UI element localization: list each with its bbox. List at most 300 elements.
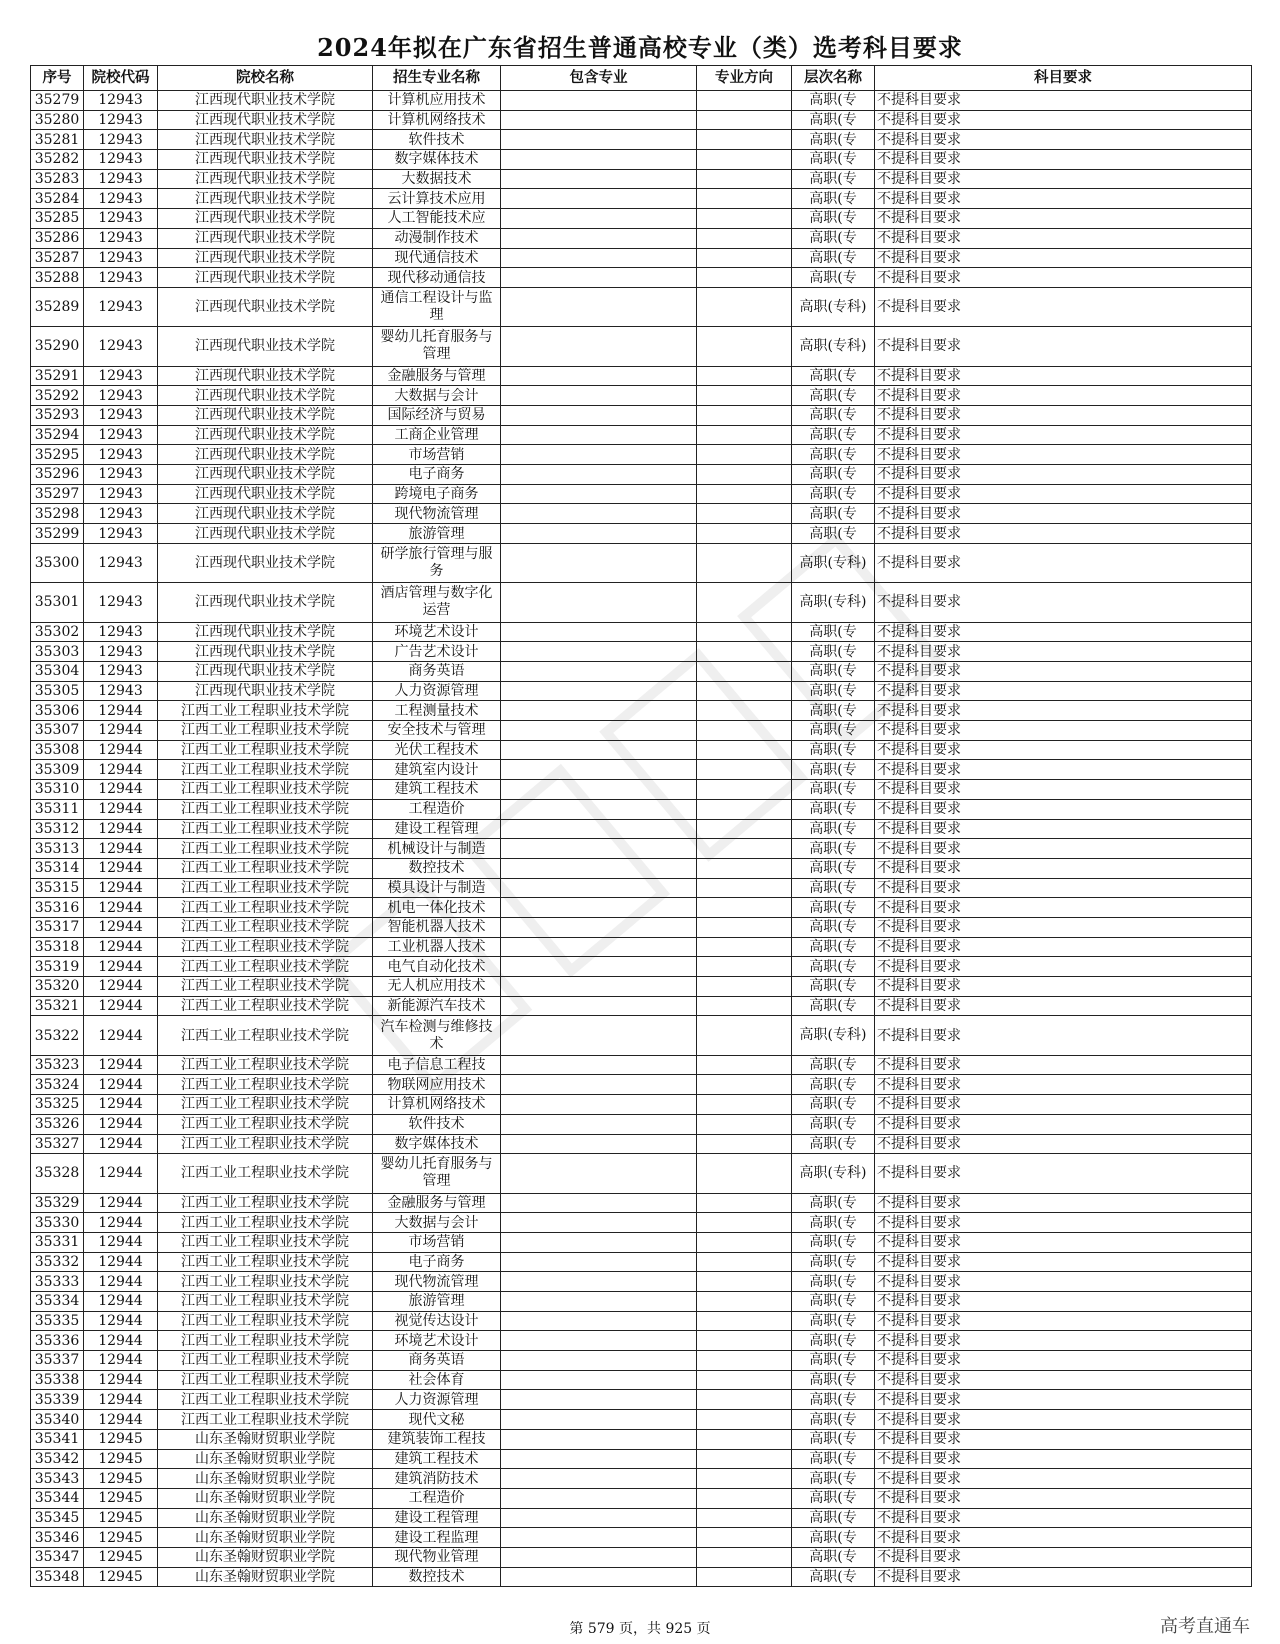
cell-seq: 35335	[31, 1311, 84, 1331]
cell-school-code: 12945	[84, 1469, 158, 1489]
cell-major-name: 工商企业管理	[373, 425, 501, 445]
cell-major-direction	[697, 622, 792, 642]
cell-seq: 35301	[31, 583, 84, 622]
cell-subject-requirement: 不提科目要求	[875, 425, 1252, 445]
cell-school-name: 江西现代职业技术学院	[158, 110, 373, 130]
cell-major-name: 酒店管理与数字化运营	[373, 583, 501, 622]
cell-subject-requirement: 不提科目要求	[875, 1390, 1252, 1410]
cell-level: 高职(专	[792, 1469, 875, 1489]
cell-school-name: 江西工业工程职业技术学院	[158, 1213, 373, 1233]
cell-subject-requirement: 不提科目要求	[875, 839, 1252, 859]
cell-major-direction	[697, 189, 792, 209]
cell-major-direction	[697, 937, 792, 957]
cell-major-name: 机电一体化技术	[373, 898, 501, 918]
header-major-name: 招生专业名称	[373, 66, 501, 91]
cell-major-name: 工程造价	[373, 1488, 501, 1508]
cell-seq: 35318	[31, 937, 84, 957]
cell-school-name: 江西工业工程职业技术学院	[158, 1292, 373, 1312]
table-row	[31, 1232, 1252, 1252]
cell-included-majors	[501, 721, 697, 741]
cell-school-code: 12944	[84, 1410, 158, 1430]
cell-major-name: 婴幼儿托育服务与管理	[373, 1154, 501, 1193]
table-row	[31, 583, 1252, 622]
cell-subject-requirement: 不提科目要求	[875, 799, 1252, 819]
cell-major-name: 人工智能技术应	[373, 209, 501, 229]
cell-subject-requirement: 不提科目要求	[875, 701, 1252, 721]
cell-major-name: 云计算技术应用	[373, 189, 501, 209]
cell-level: 高职(专	[792, 1252, 875, 1272]
cell-subject-requirement: 不提科目要求	[875, 1292, 1252, 1312]
cell-level: 高职(专	[792, 977, 875, 997]
cell-major-direction	[697, 583, 792, 622]
cell-major-name: 电气自动化技术	[373, 957, 501, 977]
table-row	[31, 977, 1252, 997]
cell-included-majors	[501, 209, 697, 229]
cell-seq: 35310	[31, 780, 84, 800]
cell-included-majors	[501, 1095, 697, 1115]
cell-subject-requirement: 不提科目要求	[875, 780, 1252, 800]
cell-school-name: 江西现代职业技术学院	[158, 268, 373, 288]
cell-school-name: 江西现代职业技术学院	[158, 209, 373, 229]
cell-major-direction	[697, 1055, 792, 1075]
cell-major-direction	[697, 228, 792, 248]
cell-subject-requirement: 不提科目要求	[875, 406, 1252, 426]
cell-included-majors	[501, 228, 697, 248]
cell-school-name: 江西现代职业技术学院	[158, 91, 373, 111]
cell-school-code: 12943	[84, 327, 158, 366]
cell-major-name: 电子商务	[373, 465, 501, 485]
cell-major-direction	[697, 1410, 792, 1430]
cell-school-name: 山东圣翰财贸职业学院	[158, 1449, 373, 1469]
cell-seq: 35315	[31, 878, 84, 898]
cell-subject-requirement: 不提科目要求	[875, 228, 1252, 248]
cell-included-majors	[501, 504, 697, 524]
cell-subject-requirement: 不提科目要求	[875, 1252, 1252, 1272]
cell-major-name: 智能机器人技术	[373, 917, 501, 937]
cell-major-direction	[697, 1351, 792, 1371]
cell-major-direction	[697, 209, 792, 229]
cell-major-direction	[697, 996, 792, 1016]
table-row	[31, 878, 1252, 898]
cell-school-code: 12944	[84, 1252, 158, 1272]
cell-subject-requirement: 不提科目要求	[875, 622, 1252, 642]
cell-subject-requirement: 不提科目要求	[875, 1311, 1252, 1331]
cell-school-code: 12944	[84, 937, 158, 957]
cell-level: 高职(专	[792, 1547, 875, 1567]
cell-included-majors	[501, 760, 697, 780]
cell-level: 高职(专	[792, 1193, 875, 1213]
cell-school-name: 江西工业工程职业技术学院	[158, 1095, 373, 1115]
cell-school-name: 江西现代职业技术学院	[158, 622, 373, 642]
cell-major-direction	[697, 917, 792, 937]
cell-level: 高职(专科)	[792, 543, 875, 582]
cell-seq: 35309	[31, 760, 84, 780]
cell-level: 高职(专	[792, 1292, 875, 1312]
cell-level: 高职(专	[792, 740, 875, 760]
cell-school-name: 江西工业工程职业技术学院	[158, 760, 373, 780]
cell-subject-requirement: 不提科目要求	[875, 1449, 1252, 1469]
cell-level: 高职(专	[792, 1449, 875, 1469]
cell-seq: 35320	[31, 977, 84, 997]
cell-school-name: 江西工业工程职业技术学院	[158, 878, 373, 898]
cell-major-name: 婴幼儿托育服务与管理	[373, 327, 501, 366]
cell-school-code: 12943	[84, 681, 158, 701]
table-row	[31, 406, 1252, 426]
cell-major-direction	[697, 1272, 792, 1292]
table-row	[31, 248, 1252, 268]
cell-school-name: 江西现代职业技术学院	[158, 543, 373, 582]
cell-major-direction	[697, 1154, 792, 1193]
cell-subject-requirement: 不提科目要求	[875, 1351, 1252, 1371]
cell-level: 高职(专	[792, 406, 875, 426]
cell-school-name: 江西工业工程职业技术学院	[158, 799, 373, 819]
cell-subject-requirement: 不提科目要求	[875, 504, 1252, 524]
cell-seq: 35308	[31, 740, 84, 760]
cell-included-majors	[501, 543, 697, 582]
cell-included-majors	[501, 1114, 697, 1134]
table-row	[31, 1055, 1252, 1075]
cell-seq: 35293	[31, 406, 84, 426]
cell-major-direction	[697, 1213, 792, 1233]
table-row	[31, 1095, 1252, 1115]
cell-school-name: 江西现代职业技术学院	[158, 583, 373, 622]
cell-school-name: 江西现代职业技术学院	[158, 248, 373, 268]
cell-major-direction	[697, 150, 792, 170]
cell-included-majors	[501, 662, 697, 682]
cell-major-name: 建设工程管理	[373, 1508, 501, 1528]
cell-school-name: 江西工业工程职业技术学院	[158, 839, 373, 859]
table-row	[31, 366, 1252, 386]
cell-subject-requirement: 不提科目要求	[875, 662, 1252, 682]
cell-level: 高职(专	[792, 681, 875, 701]
table-row	[31, 701, 1252, 721]
table-row	[31, 1016, 1252, 1055]
cell-major-direction	[697, 1252, 792, 1272]
cell-seq: 35312	[31, 819, 84, 839]
cell-school-code: 12944	[84, 996, 158, 1016]
cell-level: 高职(专	[792, 799, 875, 819]
brand-watermark-text: 高考直通车	[1160, 1616, 1250, 1637]
cell-school-code: 12943	[84, 406, 158, 426]
cell-seq: 35282	[31, 150, 84, 170]
cell-school-code: 12943	[84, 228, 158, 248]
cell-major-direction	[697, 760, 792, 780]
cell-school-code: 12944	[84, 1232, 158, 1252]
cell-school-name: 江西工业工程职业技术学院	[158, 1410, 373, 1430]
header-level: 层次名称	[792, 66, 875, 91]
cell-major-name: 建筑装饰工程技	[373, 1429, 501, 1449]
page-title: 2024年拟在广东省招生普通高校专业（类）选考科目要求	[317, 33, 963, 62]
cell-included-majors	[501, 1055, 697, 1075]
table-row	[31, 1075, 1252, 1095]
table-row	[31, 484, 1252, 504]
header-school-name: 院校名称	[158, 66, 373, 91]
table-row	[31, 1488, 1252, 1508]
cell-school-name: 江西现代职业技术学院	[158, 228, 373, 248]
cell-school-name: 江西现代职业技术学院	[158, 681, 373, 701]
cell-included-majors	[501, 91, 697, 111]
cell-level: 高职(专	[792, 1331, 875, 1351]
cell-major-name: 电子信息工程技	[373, 1055, 501, 1075]
table-row	[31, 1567, 1252, 1587]
cell-seq: 35324	[31, 1075, 84, 1095]
cell-subject-requirement: 不提科目要求	[875, 1429, 1252, 1449]
cell-school-code: 12944	[84, 1016, 158, 1055]
cell-school-code: 12943	[84, 662, 158, 682]
cell-included-majors	[501, 1331, 697, 1351]
cell-school-code: 12944	[84, 858, 158, 878]
cell-major-name: 工程测量技术	[373, 701, 501, 721]
cell-included-majors	[501, 406, 697, 426]
cell-school-name: 江西工业工程职业技术学院	[158, 1252, 373, 1272]
table-row	[31, 1469, 1252, 1489]
cell-level: 高职(专	[792, 642, 875, 662]
cell-subject-requirement: 不提科目要求	[875, 819, 1252, 839]
cell-seq: 35295	[31, 445, 84, 465]
cell-level: 高职(专	[792, 622, 875, 642]
cell-seq: 35338	[31, 1370, 84, 1390]
cell-subject-requirement: 不提科目要求	[875, 878, 1252, 898]
cell-school-name: 江西工业工程职业技术学院	[158, 701, 373, 721]
cell-subject-requirement: 不提科目要求	[875, 1272, 1252, 1292]
cell-school-code: 12943	[84, 150, 158, 170]
cell-level: 高职(专科)	[792, 1016, 875, 1055]
table-row	[31, 1449, 1252, 1469]
cell-school-name: 江西工业工程职业技术学院	[158, 1055, 373, 1075]
cell-major-name: 金融服务与管理	[373, 1193, 501, 1213]
cell-seq: 35303	[31, 642, 84, 662]
cell-seq: 35279	[31, 91, 84, 111]
cell-subject-requirement: 不提科目要求	[875, 1055, 1252, 1075]
cell-subject-requirement: 不提科目要求	[875, 189, 1252, 209]
cell-major-direction	[697, 1508, 792, 1528]
cell-school-name: 江西工业工程职业技术学院	[158, 1272, 373, 1292]
table-row	[31, 287, 1252, 326]
cell-level: 高职(专	[792, 1232, 875, 1252]
table-row	[31, 799, 1252, 819]
cell-school-code: 12943	[84, 642, 158, 662]
cell-major-name: 模具设计与制造	[373, 878, 501, 898]
cell-level: 高职(专	[792, 898, 875, 918]
cell-school-code: 12944	[84, 977, 158, 997]
cell-major-name: 大数据技术	[373, 169, 501, 189]
cell-major-name: 通信工程设计与监理	[373, 287, 501, 326]
cell-included-majors	[501, 1272, 697, 1292]
cell-major-direction	[697, 169, 792, 189]
cell-included-majors	[501, 819, 697, 839]
cell-subject-requirement: 不提科目要求	[875, 465, 1252, 485]
cell-included-majors	[501, 1469, 697, 1489]
cell-included-majors	[501, 622, 697, 642]
cell-seq: 35314	[31, 858, 84, 878]
cell-school-code: 12943	[84, 484, 158, 504]
cell-subject-requirement: 不提科目要求	[875, 957, 1252, 977]
cell-school-code: 12944	[84, 1154, 158, 1193]
cell-school-code: 12945	[84, 1508, 158, 1528]
cell-major-name: 建筑室内设计	[373, 760, 501, 780]
table-row	[31, 327, 1252, 366]
cell-major-name: 数控技术	[373, 1567, 501, 1587]
cell-school-name: 江西现代职业技术学院	[158, 130, 373, 150]
cell-school-name: 江西工业工程职业技术学院	[158, 957, 373, 977]
cell-level: 高职(专	[792, 819, 875, 839]
cell-school-code: 12943	[84, 445, 158, 465]
cell-major-direction	[697, 1449, 792, 1469]
cell-included-majors	[501, 898, 697, 918]
cell-major-direction	[697, 780, 792, 800]
cell-level: 高职(专	[792, 169, 875, 189]
table-row	[31, 150, 1252, 170]
cell-school-name: 江西工业工程职业技术学院	[158, 1311, 373, 1331]
cell-major-direction	[697, 799, 792, 819]
cell-major-direction	[697, 1488, 792, 1508]
cell-major-direction	[697, 819, 792, 839]
table-row	[31, 996, 1252, 1016]
cell-level: 高职(专	[792, 839, 875, 859]
cell-included-majors	[501, 189, 697, 209]
cell-major-direction	[697, 1075, 792, 1095]
cell-included-majors	[501, 1292, 697, 1312]
cell-major-direction	[697, 662, 792, 682]
cell-school-code: 12945	[84, 1547, 158, 1567]
cell-school-code: 12943	[84, 110, 158, 130]
cell-major-name: 国际经济与贸易	[373, 406, 501, 426]
cell-school-code: 12943	[84, 287, 158, 326]
cell-seq: 35288	[31, 268, 84, 288]
cell-school-name: 江西工业工程职业技术学院	[158, 740, 373, 760]
cell-level: 高职(专	[792, 1410, 875, 1430]
cell-major-name: 现代文秘	[373, 1410, 501, 1430]
cell-level: 高职(专	[792, 1351, 875, 1371]
cell-subject-requirement: 不提科目要求	[875, 1331, 1252, 1351]
cell-subject-requirement: 不提科目要求	[875, 386, 1252, 406]
header-seq: 序号	[31, 66, 84, 91]
cell-major-name: 数字媒体技术	[373, 150, 501, 170]
cell-seq: 35306	[31, 701, 84, 721]
cell-school-code: 12944	[84, 799, 158, 819]
cell-included-majors	[501, 996, 697, 1016]
cell-school-name: 江西现代职业技术学院	[158, 445, 373, 465]
cell-school-code: 12944	[84, 957, 158, 977]
cell-seq: 35290	[31, 327, 84, 366]
cell-major-name: 数字媒体技术	[373, 1134, 501, 1154]
cell-school-name: 江西工业工程职业技术学院	[158, 917, 373, 937]
table-row	[31, 130, 1252, 150]
cell-school-name: 江西现代职业技术学院	[158, 150, 373, 170]
cell-subject-requirement: 不提科目要求	[875, 898, 1252, 918]
cell-major-name: 社会体育	[373, 1370, 501, 1390]
table-row	[31, 91, 1252, 111]
table-row	[31, 721, 1252, 741]
cell-level: 高职(专	[792, 189, 875, 209]
cell-major-direction	[697, 445, 792, 465]
cell-major-name: 动漫制作技术	[373, 228, 501, 248]
cell-seq: 35300	[31, 543, 84, 582]
cell-major-name: 物联网应用技术	[373, 1075, 501, 1095]
cell-included-majors	[501, 1154, 697, 1193]
cell-school-code: 12943	[84, 622, 158, 642]
cell-included-majors	[501, 110, 697, 130]
cell-major-name: 商务英语	[373, 1351, 501, 1371]
cell-included-majors	[501, 681, 697, 701]
cell-major-name: 光伏工程技术	[373, 740, 501, 760]
cell-subject-requirement: 不提科目要求	[875, 150, 1252, 170]
cell-school-name: 江西工业工程职业技术学院	[158, 1331, 373, 1351]
cell-school-name: 江西工业工程职业技术学院	[158, 858, 373, 878]
cell-included-majors	[501, 130, 697, 150]
cell-seq: 35342	[31, 1449, 84, 1469]
cell-school-name: 江西现代职业技术学院	[158, 642, 373, 662]
cell-included-majors	[501, 386, 697, 406]
table-row	[31, 1292, 1252, 1312]
cell-major-name: 建筑工程技术	[373, 780, 501, 800]
cell-major-direction	[697, 110, 792, 130]
table-row	[31, 209, 1252, 229]
cell-major-name: 跨境电子商务	[373, 484, 501, 504]
cell-seq: 35280	[31, 110, 84, 130]
table-row	[31, 1272, 1252, 1292]
cell-seq: 35294	[31, 425, 84, 445]
cell-seq: 35322	[31, 1016, 84, 1055]
table-row	[31, 425, 1252, 445]
table-row	[31, 1114, 1252, 1134]
cell-major-direction	[697, 1547, 792, 1567]
cell-seq: 35347	[31, 1547, 84, 1567]
cell-school-code: 12943	[84, 169, 158, 189]
cell-seq: 35317	[31, 917, 84, 937]
cell-included-majors	[501, 1488, 697, 1508]
header-subject-requirement: 科目要求	[875, 66, 1252, 91]
table-row	[31, 898, 1252, 918]
cell-included-majors	[501, 465, 697, 485]
cell-subject-requirement: 不提科目要求	[875, 91, 1252, 111]
cell-subject-requirement: 不提科目要求	[875, 937, 1252, 957]
table-row	[31, 858, 1252, 878]
cell-subject-requirement: 不提科目要求	[875, 583, 1252, 622]
cell-major-name: 软件技术	[373, 130, 501, 150]
cell-school-code: 12944	[84, 740, 158, 760]
cell-school-code: 12943	[84, 268, 158, 288]
table-row	[31, 1547, 1252, 1567]
cell-major-name: 现代物业管理	[373, 1547, 501, 1567]
cell-school-name: 江西工业工程职业技术学院	[158, 937, 373, 957]
table-row	[31, 1154, 1252, 1193]
cell-included-majors	[501, 878, 697, 898]
cell-seq: 35305	[31, 681, 84, 701]
table-row	[31, 110, 1252, 130]
cell-school-name: 江西工业工程职业技术学院	[158, 819, 373, 839]
cell-subject-requirement: 不提科目要求	[875, 1232, 1252, 1252]
cell-school-code: 12943	[84, 366, 158, 386]
cell-level: 高职(专	[792, 91, 875, 111]
cell-major-name: 工程造价	[373, 799, 501, 819]
cell-school-code: 12945	[84, 1449, 158, 1469]
cell-included-majors	[501, 780, 697, 800]
cell-seq: 35311	[31, 799, 84, 819]
cell-major-direction	[697, 1528, 792, 1548]
cell-school-name: 江西现代职业技术学院	[158, 465, 373, 485]
cell-major-name: 汽车检测与维修技术	[373, 1016, 501, 1055]
table-row	[31, 1193, 1252, 1213]
cell-major-name: 安全技术与管理	[373, 721, 501, 741]
cell-level: 高职(专	[792, 1055, 875, 1075]
cell-major-direction	[697, 366, 792, 386]
cell-seq: 35328	[31, 1154, 84, 1193]
cell-major-name: 大数据与会计	[373, 386, 501, 406]
cell-school-name: 江西现代职业技术学院	[158, 662, 373, 682]
cell-major-name: 计算机网络技术	[373, 110, 501, 130]
cell-included-majors	[501, 1429, 697, 1449]
